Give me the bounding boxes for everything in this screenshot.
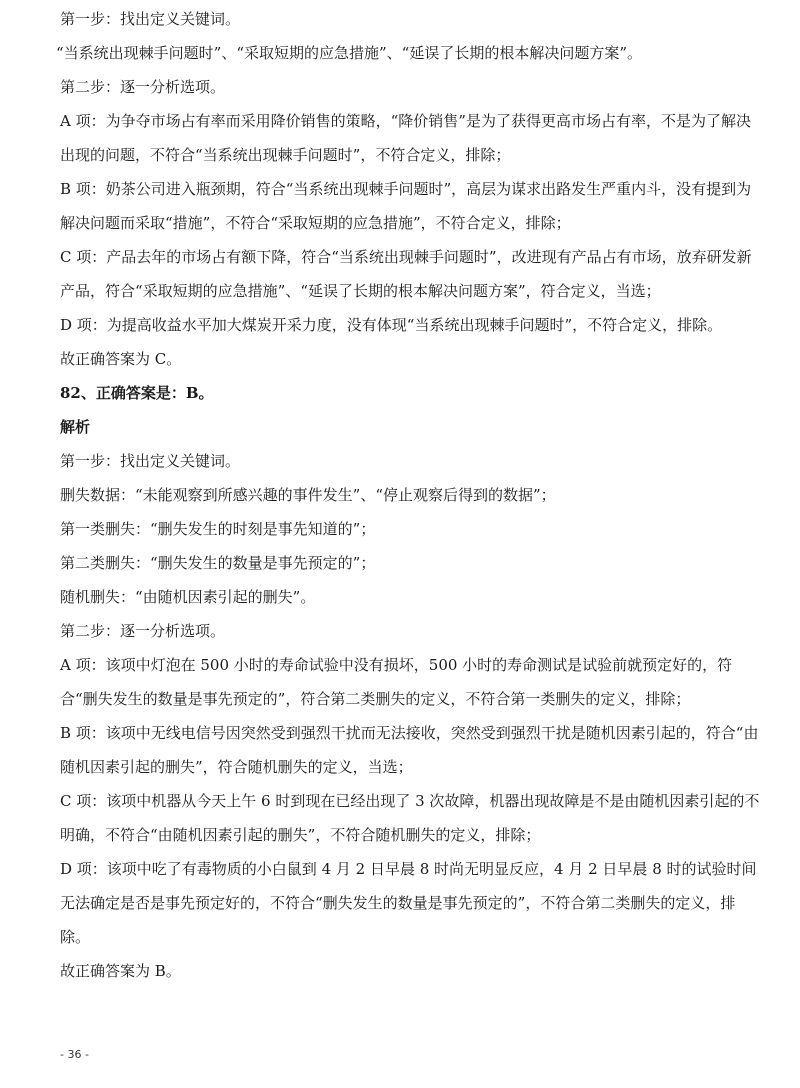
q81-option-b: B 项：奶茶公司进入瓶颈期，符合“当系统出现棘手问题时”，高层为谋求出路发生严重内斗，没有提到为解决问题而采取“措施”，不符合“采取短期的应急措施”，不符合定义，排除； (60, 180, 752, 232)
q82-step1: 第一步：找出定义关键词。 (60, 452, 241, 470)
q82-analysis-label: 解析 (60, 418, 91, 436)
q81-option-d: D 项：为提高收益水平加大煤炭开采力度，没有体现“当系统出现棘手问题时”，不符合定义，排除。 (60, 316, 723, 334)
q82-section (60, 376, 760, 988)
q82-step2: 第二步：逐一分析选项。 (60, 622, 226, 640)
q82-option-b: B 项：该项中无线电信号因突然受到强烈干扰而无法接收，突然受到强烈干扰是随机因素引起的，符合“由随机因素引起的删失”，符合随机删失的定义，当选； (60, 724, 759, 776)
q81-option-a: A 项：为争夺市场占有率而采用降价销售的策略，“降价销售”是为了获得更高市场占有率，不是为了解决出现的问题，不符合“当系统出现棘手问题时”，不符合定义，排除； (60, 112, 751, 164)
q81-step1: 第一步：找出定义关键词。 (60, 10, 241, 28)
q82-keyword-type1: 第一类删失：“删失发生的时刻是事先知道的”； (60, 520, 376, 538)
q82-answer: 故正确答案为 B。 (60, 962, 181, 980)
q81-answer: 故正确答案为 C。 (60, 350, 182, 368)
q82-option-d: D 项：该项中吃了有毒物质的小白鼠到 4 月 2 日早晨 8 时尚无明显反应，4 月 2 日早晨 8 时的试验时间无法确定是否是事先预定好的，不符合“删失发生的数量是事先预定的”，不符合第二类删失的定义，排除。 (60, 860, 757, 946)
q81-step2: 第二步：逐一分析选项。 (60, 78, 226, 96)
q82-option-a: A 项：该项中灯泡在 500 小时的寿命试验中没有损坏，500 小时的寿命测试是试验前就预定好的，符合“删失发生的数量是事先预定的”，符合第二类删失的定义，不符合第一类删失的定义，排除； (60, 656, 733, 708)
q82-heading: 82、正确答案是：B。 (60, 384, 214, 402)
q82-keyword-censored: 删失数据：“未能观察到所感兴趣的事件发生”、“停止观察后得到的数据”； (60, 486, 556, 504)
q82-option-c: C 项：该项中机器从今天上午 6 时到现在已经出现了 3 次故障，机器出现故障是不是由随机因素引起的不明确，不符合“由随机因素引起的删失”，不符合随机删失的定义，排除； (60, 792, 760, 844)
q81-keywords: “当系统出现棘手问题时”、“采取短期的应急措施”、“延误了长期的根本解决问题方案”。 (56, 44, 643, 62)
q81-option-c: C 项：产品去年的市场占有额下降，符合“当系统出现棘手问题时”，改进现有产品占有市场，放弃研发新产品，符合“采取短期的应急措施”、“延误了长期的根本解决问题方案”，符合定义，当选； (60, 248, 752, 300)
q82-keyword-type2: 第二类删失：“删失发生的数量是事先预定的”； (60, 554, 376, 572)
q81-section (56, 2, 760, 376)
document-page (56, 0, 760, 988)
page-number: - 36 - (60, 1048, 89, 1061)
q82-keyword-random: 随机删失：“由随机因素引起的删失”。 (60, 588, 316, 606)
